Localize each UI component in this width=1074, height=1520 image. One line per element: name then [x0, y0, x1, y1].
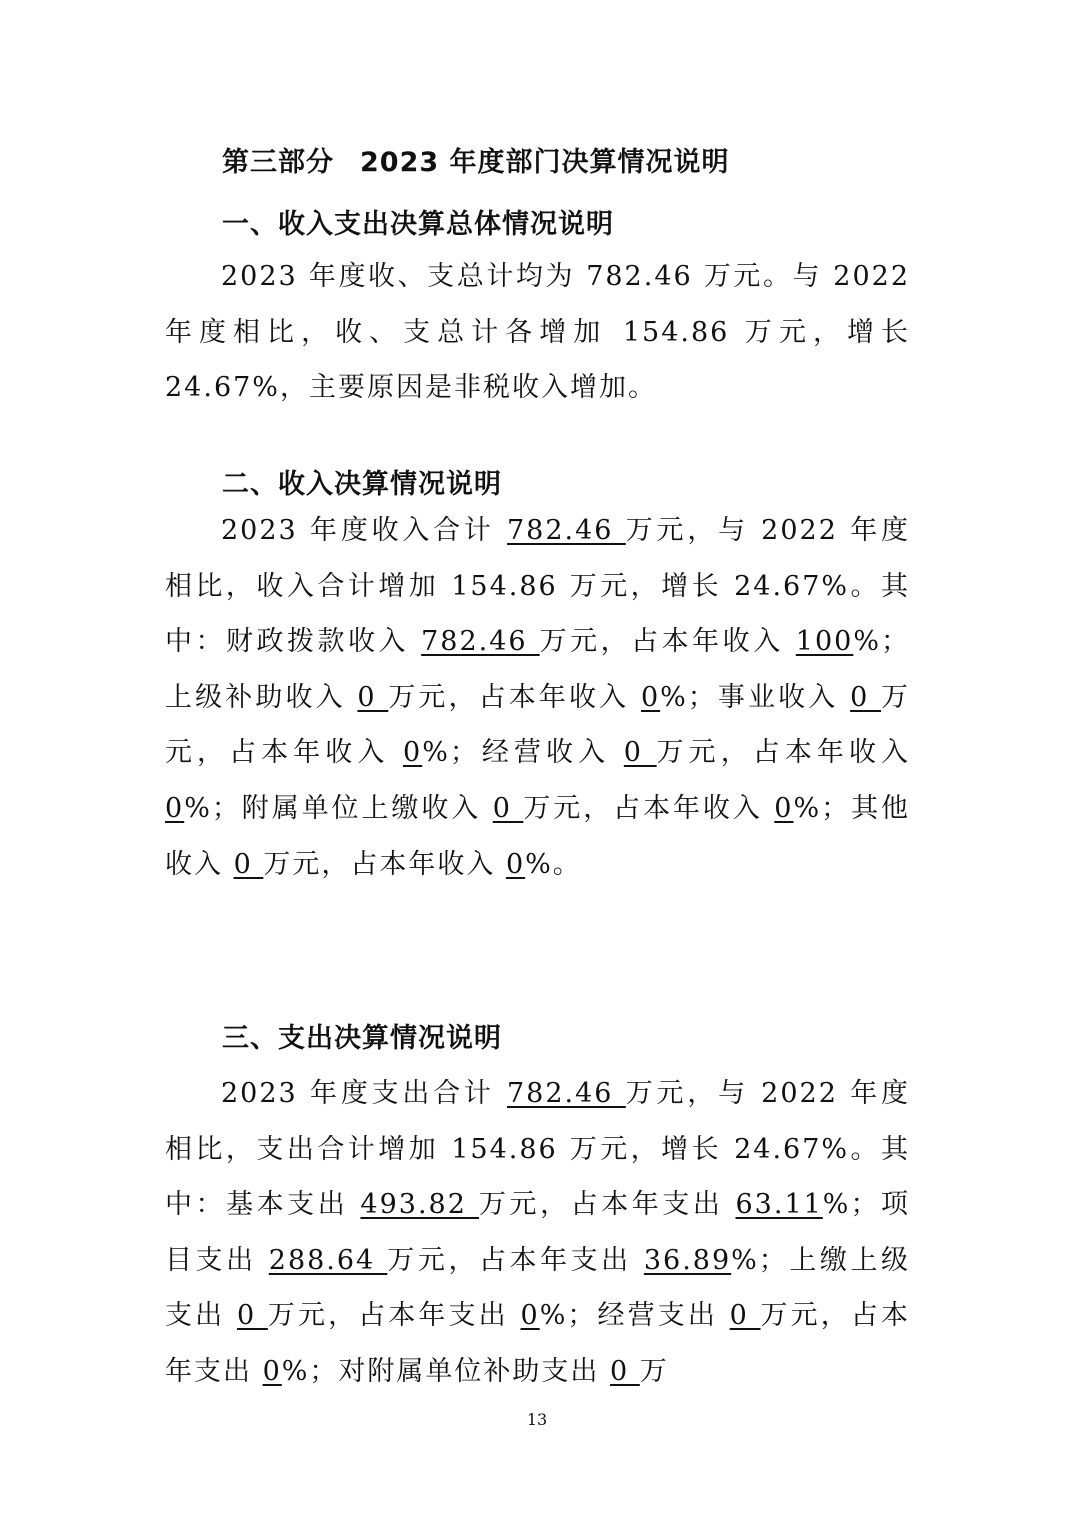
fiscal-income-percent: 100 [795, 626, 854, 658]
project-expenditure-value: 288.64 [268, 1244, 388, 1276]
project-expenditure-percent: 36.89 [643, 1244, 732, 1276]
other-income-percent: 0 [505, 848, 526, 880]
upper-expenditure-percent: 0 [520, 1300, 540, 1332]
fiscal-income-value: 782.46 [421, 626, 540, 658]
business-income-value: 0 [850, 681, 881, 713]
page-number: 13 [526, 1410, 548, 1429]
other-income-value: 0 [233, 848, 264, 880]
operating-expenditure-percent: 0 [262, 1355, 282, 1387]
section-1-paragraph: 2023 年度收、支总计均为 782.46 万元。与 2022 年度相比，收、支总计各增加 154.86 万元，增长 24.67%，主要原因是非税收入增加。 [165, 261, 910, 404]
page-title [222, 140, 730, 179]
basic-expenditure-value: 493.82 [360, 1189, 480, 1221]
section-1-heading: 一、收入支出决算总体情况说明 [222, 209, 614, 240]
title-text: 2023 年度部门决算情况说明 [360, 147, 730, 178]
superior-income-percent: 0 [640, 681, 661, 713]
operating-expenditure-value: 0 [729, 1300, 761, 1332]
section-3-heading: 三、支出决算情况说明 [222, 1023, 502, 1054]
affiliated-income-value: 0 [492, 792, 524, 824]
upper-expenditure-value: 0 [236, 1300, 268, 1332]
expenditure-total-value: 782.46 [506, 1078, 626, 1109]
affiliated-income-percent: 0 [774, 792, 794, 824]
section-2-heading: 二、收入决算情况说明 [222, 469, 502, 500]
superior-income-value: 0 [357, 681, 389, 713]
section-2-paragraph: 2023 年度收入合计 782.46 万元，与 2022 年度相比，收入合计增加 154.86 万元，增长 24.67%。其中：财政拨款收入 782.46 万元，占本年收入 100%；上级补助收入 0 万元，占本年收入 0%；事业收入 0 万元，占本年收入 0%；经营收入 0 万元，占本年收入 0%；附属单位上缴收入 0 万元，占本年收入 0%；其他收入 0 万元，占本年收入 0%。 [165, 515, 911, 880]
basic-expenditure-percent: 63.11 [735, 1189, 823, 1221]
operating-income-value: 0 [623, 737, 657, 769]
business-income-percent: 0 [403, 737, 423, 769]
operating-income-percent: 0 [165, 792, 185, 824]
title-part: 第三部分 [222, 147, 334, 178]
section-3-paragraph: 2023 年度支出合计 782.46 万元，与 2022 年度相比，支出合计增加 154.86 万元，增长 24.67%。其中：基本支出 493.82 万元，占本年支出 63.11%；项目支出 288.64 万元，占本年支出 36.89%；上缴上级支出 0 万元，占本年支出 0%；经营支出 0 万元，占本年支出 0%；对附属单位补助支出 0 万 [165, 1078, 911, 1387]
affiliated-subsidy-value: 0 [610, 1355, 640, 1387]
income-total-value: 782.46 [506, 515, 626, 546]
